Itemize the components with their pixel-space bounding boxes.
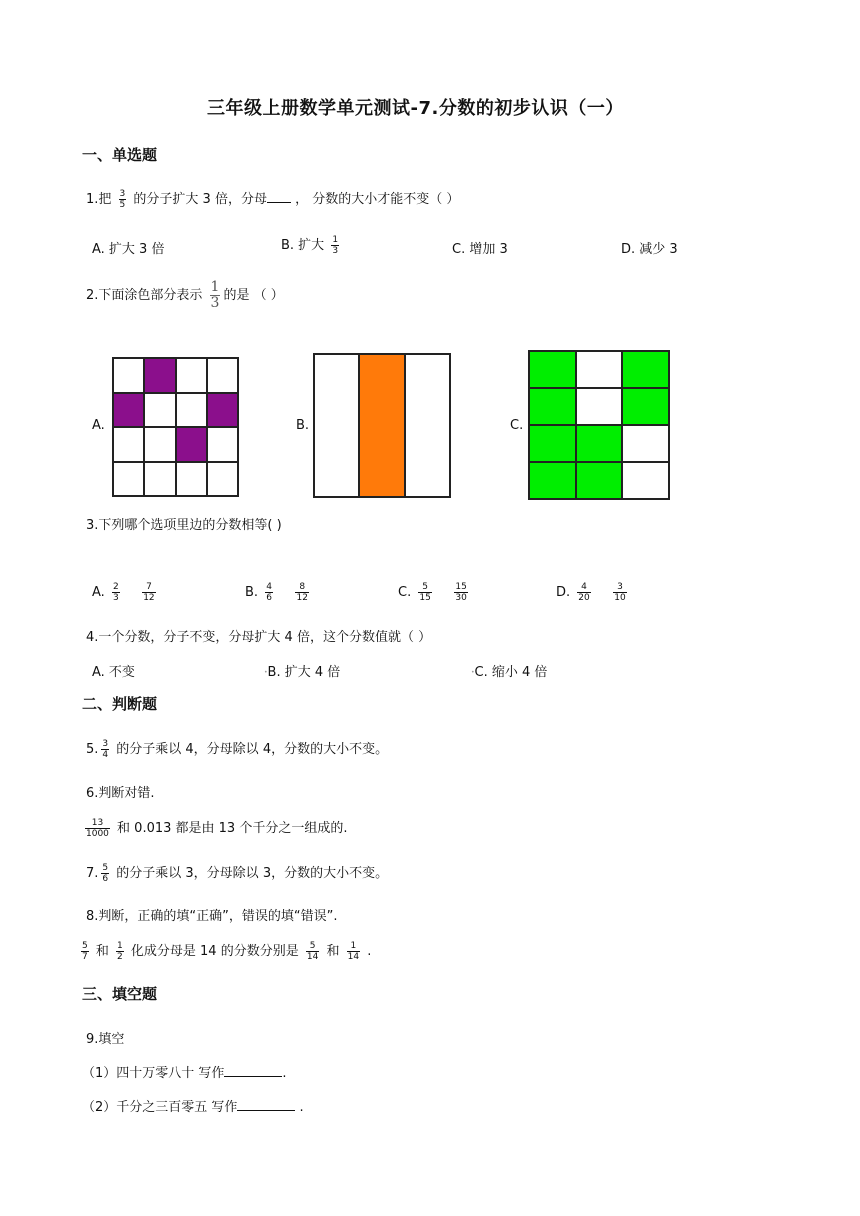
q6-fraction: $\frac{13}{1000}$ [86,818,109,839]
question-4: 4.一个分数，分子不变，分母扩大 4 倍，这个分数值就（ ） [86,630,432,645]
q1-prefix: 1.把 [86,192,112,207]
q9-blank-2[interactable] [237,1098,295,1111]
page-title: 三年级上册数学单元测试-7.分数的初步认识（一） [207,98,624,119]
q3-option-c[interactable]: C. $\frac{5}{15}$ $\frac{15}{30}$ [398,582,467,603]
grid-cell [529,462,576,499]
grid-cell [314,354,359,497]
q9-line-2: （2）千分之三百零五 写作 . [82,1100,304,1115]
grid-cell [207,358,238,393]
grid-cell [622,351,669,388]
grid-cell [359,354,404,497]
grid-cell [113,427,144,462]
question-8: 8.判断，正确的填“正确”，错误的填“错误”. [86,909,338,924]
q1-option-d[interactable]: D. 减少 3 [621,242,678,257]
grid-cell [176,393,207,428]
grid-cell [405,354,450,497]
q1-option-b-fraction: $\frac{1}{3}$ [332,235,339,256]
question-5: 5. $\frac{3}{4}$ 的分子乘以 4，分母除以 4，分数的大小不变。 [86,739,389,760]
q2-prefix: 2.下面涂色部分表示 [86,288,203,303]
grid-cell [576,388,623,425]
q2-fraction: $\frac{1}{3}$ [210,279,220,311]
q2-tail: 的是 （ ） [223,288,284,303]
grid-cell [576,462,623,499]
section-heading-true-false: 二、判断题 [82,695,158,713]
grid-cell [176,462,207,497]
q6-statement: $\frac{13}{1000}$ 和 0.013 都是由 13 个千分之一组成的. [86,818,348,839]
grid-cell [144,393,175,428]
grid-cell [176,358,207,393]
question-3: 3.下列哪个选项里边的分数相等( ) [86,518,282,533]
grid-cell [207,427,238,462]
q9-blank-1[interactable] [224,1064,282,1077]
q1-blank[interactable] [267,190,291,203]
grid-cell [144,462,175,497]
q2-figure-c[interactable] [528,350,670,500]
q2-figure-b[interactable] [313,353,451,498]
grid-cell [113,393,144,428]
q3-option-d[interactable]: D. $\frac{4}{20}$ $\frac{3}{10}$ [556,582,626,603]
q7-fraction: $\frac{5}{6}$ [102,863,109,884]
q1-option-c[interactable]: C. 增加 3 [452,242,508,257]
section-heading-single-choice: 一、单选题 [82,146,158,164]
q4-option-a[interactable]: A. 不变 [92,665,135,680]
q2-label-a[interactable]: A. [92,418,105,433]
q2-label-c[interactable]: C. [510,418,524,433]
question-2 [86,280,284,311]
grid-cell [144,427,175,462]
q2-figure-a[interactable] [112,357,239,497]
q5-fraction: $\frac{3}{4}$ [102,739,109,760]
q4-option-c[interactable]: •C. 缩小 4 倍 [471,665,548,680]
grid-cell [622,425,669,462]
grid-cell [622,462,669,499]
question-1 [86,188,459,210]
q1-fraction: $\frac{3}{5}$ [119,189,126,210]
grid-cell [529,351,576,388]
q9-line-1: （1）四十万零八十 写作 . [82,1066,287,1081]
grid-cell [622,388,669,425]
question-6: 6.判断对错. [86,786,155,801]
q8-statement: $\frac{5}{7}$ 和 $\frac{1}{2}$ 化成分母是 14 的分数分别是 $\frac{5}{14}$ 和 $\frac{1}{14}$ . [82,941,372,962]
grid-cell [176,427,207,462]
question-9: 9.填空 [86,1032,125,1047]
q3-option-b[interactable]: B. $\frac{4}{6}$ $\frac{8}{12}$ [245,582,308,603]
q2-label-b[interactable]: B. [296,418,310,433]
q3-option-a[interactable]: A. $\frac{2}{3}$ $\frac{7}{12}$ [92,582,155,603]
grid-cell [576,425,623,462]
q1-tail: ， 分数的大小才能不变（ ） [295,192,460,207]
question-7: 7. $\frac{5}{6}$ 的分子乘以 3，分母除以 3，分数的大小不变。 [86,863,389,884]
grid-cell [529,425,576,462]
grid-cell [113,358,144,393]
grid-cell [144,358,175,393]
q1-mid: 的分子扩大 3 倍，分母 [133,192,267,207]
section-heading-fill-in: 三、填空题 [82,985,158,1003]
grid-cell [207,393,238,428]
q1-option-a[interactable]: A. 扩大 3 倍 [92,242,165,257]
grid-cell [113,462,144,497]
q4-option-b[interactable]: •B. 扩大 4 倍 [264,665,341,680]
q1-option-b[interactable]: B. 扩大 $\frac{1}{3}$ [281,235,339,256]
grid-cell [529,388,576,425]
grid-cell [207,462,238,497]
grid-cell [576,351,623,388]
